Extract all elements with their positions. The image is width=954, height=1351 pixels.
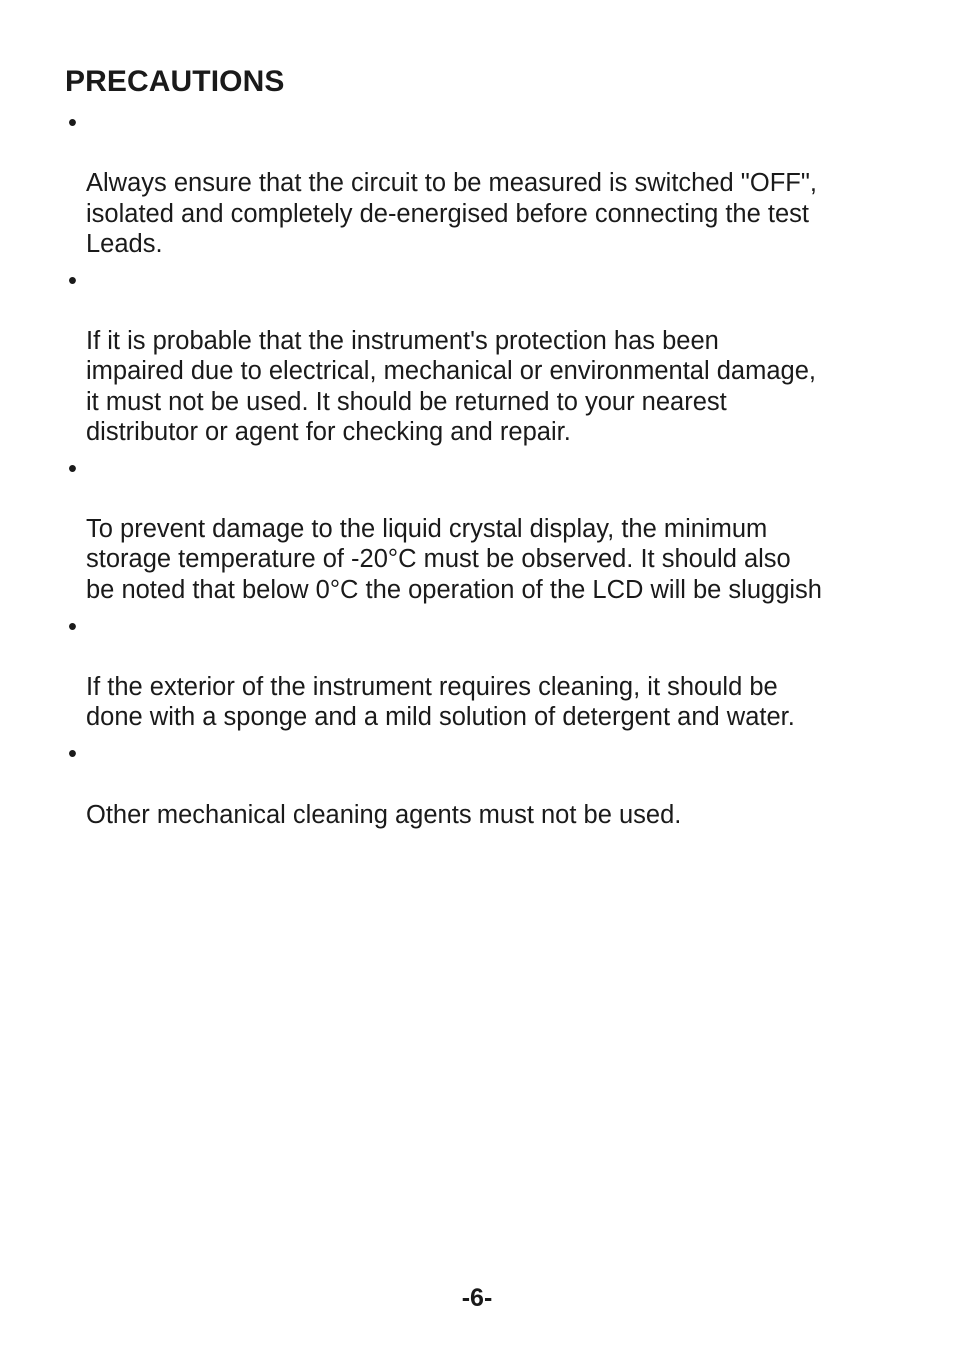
list-item-text: Always ensure that the circuit to be measured is switched "OFF", isolated and completely de-energised before connecting the test Leads.: [86, 169, 817, 258]
list-item: [68, 739, 888, 830]
bullet-icon: •: [68, 740, 77, 769]
page-title: PRECAUTIONS: [65, 65, 285, 98]
list-item: [68, 108, 888, 259]
bullet-icon: •: [68, 109, 77, 137]
list-item: [68, 454, 888, 605]
bullet-icon: •: [68, 454, 77, 483]
list-item: [68, 266, 888, 447]
list-item-text: Other mechanical cleaning agents must not be used.: [86, 800, 682, 829]
list-item: [68, 612, 888, 733]
bullet-icon: •: [68, 612, 77, 641]
list-item-text: If the exterior of the instrument requires cleaning, it should be done with a sponge and a mild solution of detergent and water.: [86, 673, 795, 732]
list-item-text: If it is probable that the instrument's protection has been impaired due to electrical, mechanical or environmental damage, it must not be used. It should be returned to your nearest distributor or agent for checking and repair.: [86, 327, 816, 446]
precautions-list: [68, 108, 888, 837]
bullet-icon: •: [68, 266, 77, 295]
page-number: -6-: [461, 1284, 493, 1312]
list-item-text: To prevent damage to the liquid crystal display, the minimum storage temperature of -20°C must be observed. It should also be noted that below 0°C the operation of the LCD will be sluggish: [86, 515, 822, 604]
